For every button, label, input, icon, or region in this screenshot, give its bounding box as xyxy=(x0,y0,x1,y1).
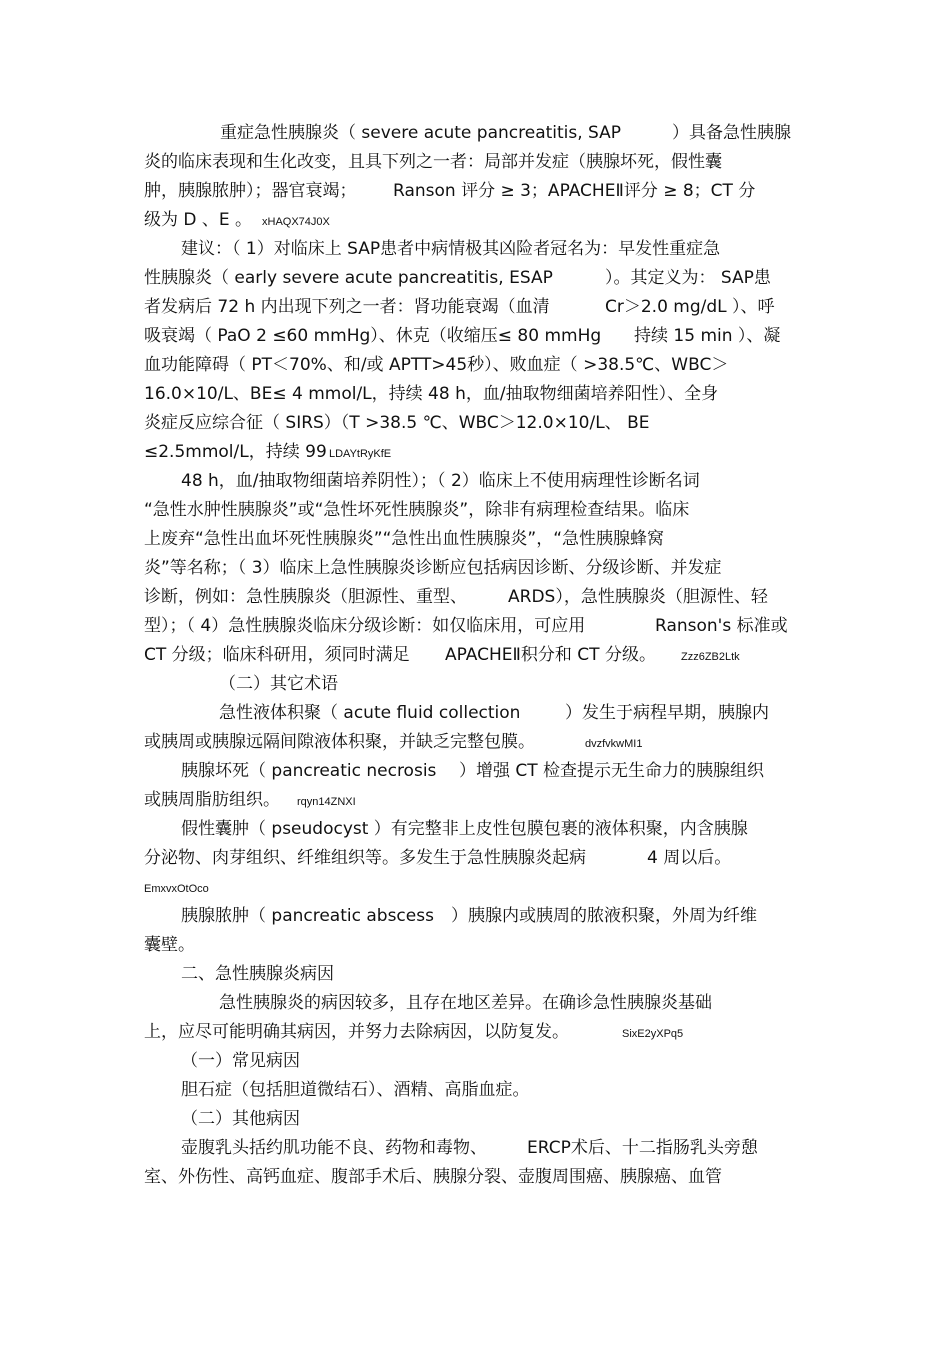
text-segment: （一）常见病因 xyxy=(181,1051,300,1071)
text-line xyxy=(0,729,950,755)
text-line xyxy=(0,1106,950,1132)
text-segment: CT 分级；临床科研用，须同时满足 xyxy=(144,645,410,665)
text-segment: 血功能障碍（ PT＜70%、和/或 APTT>45秒）、败血症（ >38.5℃、WBC＞ xyxy=(144,355,729,375)
text-line xyxy=(0,178,950,204)
text-line xyxy=(0,758,950,784)
text-segment: （二）其他病因 xyxy=(181,1109,300,1129)
text-line xyxy=(0,381,950,407)
text-segment: Ranson's 标准或 xyxy=(655,616,788,636)
text-segment: ERCP术后、十二指肠乳头旁憩 xyxy=(527,1138,758,1158)
text-line xyxy=(0,497,950,523)
text-line xyxy=(0,642,950,668)
text-segment: Ranson 评分 ≥ 3；APACHEⅡ评分 ≥ 8；CT 分 xyxy=(393,181,756,201)
text-line xyxy=(0,555,950,581)
text-line xyxy=(0,990,950,1016)
reference-code: EmxvxOtOco xyxy=(144,883,209,895)
text-segment: 诊断，例如：急性胰腺炎（胆源性、重型、 xyxy=(144,587,467,607)
text-segment: ARDS），急性胰腺炎（胆源性、轻 xyxy=(508,587,768,607)
text-segment: 级为 D 、E 。 xyxy=(144,210,253,230)
text-segment: 壶腹乳头括约肌功能不良、药物和毒物、 xyxy=(181,1138,487,1158)
reference-code: SixE2yXPq5 xyxy=(622,1028,684,1040)
text-line xyxy=(0,932,950,958)
reference-code: xHAQX74J0X xyxy=(262,216,330,228)
text-segment: 型）；（ 4）急性胰腺炎临床分级诊断：如仅临床用，可应用 xyxy=(144,616,586,636)
text-segment: 二、急性胰腺炎病因 xyxy=(181,964,334,984)
text-segment: ）发生于病程早期，胰腺内 xyxy=(565,703,769,723)
text-segment: 持续 15 min ）、凝 xyxy=(634,326,781,346)
text-line xyxy=(0,236,950,262)
text-segment: ）胰腺内或胰周的脓液积聚，外周为纤维 xyxy=(451,906,757,926)
text-line xyxy=(0,207,950,233)
text-segment: 重症急性胰腺炎（ severe acute pancreatitis, SAP xyxy=(220,123,622,143)
text-segment: 炎”等名称；（ 3）临床上急性胰腺炎诊断应包括病因诊断、分级诊断、并发症 xyxy=(144,558,722,578)
text-segment: 48 h，血/抽取物细菌培养阴性）；（ 2）临床上不使用病理性诊断名词 xyxy=(181,471,700,491)
text-segment: （二）其它术语 xyxy=(219,674,338,694)
text-segment: 吸衰竭（ PaO 2 ≤60 mmHg）、休克（收缩压≤ 80 mmHg xyxy=(144,326,602,346)
text-segment: 急性胰腺炎的病因较多，且存在地区差异。在确诊急性胰腺炎基础 xyxy=(219,993,712,1013)
text-segment: 或胰周脂肪组织。 xyxy=(144,790,280,810)
text-line xyxy=(0,265,950,291)
reference-code: LDAYtRyKfE xyxy=(329,448,392,460)
text-segment: ）具备急性胰腺 xyxy=(672,123,791,143)
text-segment: 室、外伤性、高钙血症、腹部手术后、胰腺分裂、壶腹周围癌、胰腺癌、血管 xyxy=(144,1167,722,1187)
text-segment: ）。其定义为： SAP患 xyxy=(605,268,771,288)
text-segment: 上，应尽可能明确其病因，并努力去除病因，以防复发。 xyxy=(144,1022,569,1042)
text-segment: 者发病后 72 h 内出现下列之一者：肾功能衰竭（血清 xyxy=(144,297,550,317)
text-segment: ≤2.5mmol/L，持续 99 xyxy=(144,442,327,462)
text-segment: 分泌物、肉芽组织、纤维组织等。多发生于急性胰腺炎起病 xyxy=(144,848,586,868)
text-line xyxy=(0,294,950,320)
text-line xyxy=(0,903,950,929)
text-segment: 假性囊肿（ pseudocyst ）有完整非上皮性包膜包裹的液体积聚，内含胰腺 xyxy=(181,819,748,839)
text-segment: 胰腺坏死（ pancreatic necrosis xyxy=(181,761,437,781)
text-segment: 上废弃“急性出血坏死性胰腺炎”“急性出血性胰腺炎”，“急性胰腺蜂窝 xyxy=(144,529,665,549)
text-segment: 炎症反应综合征（ SIRS）（T >38.5 ℃、WBC＞12.0×10/L、 BE xyxy=(144,413,650,433)
text-line xyxy=(0,468,950,494)
reference-code: dvzfvkwMI1 xyxy=(585,738,643,750)
text-segment: 或胰周或胰腺远隔间隙液体积聚，并缺乏完整包膜。 xyxy=(144,732,535,752)
reference-code: Zzz6ZB2Ltk xyxy=(681,651,740,663)
text-line xyxy=(0,352,950,378)
text-line xyxy=(0,700,950,726)
text-line xyxy=(0,584,950,610)
text-segment: 囊壁。 xyxy=(144,935,195,955)
text-line xyxy=(0,410,950,436)
text-segment: APACHEⅡ积分和 CT 分级。 xyxy=(445,645,656,665)
text-line xyxy=(0,1019,950,1045)
text-line xyxy=(0,845,950,871)
text-line xyxy=(0,323,950,349)
text-segment: 胆石症（包括胆道微结石）、酒精、高脂血症。 xyxy=(181,1080,530,1100)
text-line xyxy=(0,671,950,697)
text-line xyxy=(0,120,950,146)
text-segment: 建议：（ 1）对临床上 SAP患者中病情极其凶险者冠名为：早发性重症急 xyxy=(181,239,721,259)
text-line xyxy=(0,1048,950,1074)
text-line xyxy=(0,874,950,900)
text-segment: “急性水肿性胰腺炎”或“急性坏死性胰腺炎”，除非有病理检查结果。临床 xyxy=(144,500,690,520)
text-line xyxy=(0,613,950,639)
text-segment: 肿，胰腺脓肿）；器官衰竭； xyxy=(144,181,357,201)
text-segment: 16.0×10/L、BE≤ 4 mmol/L，持续 48 h，血/抽取物细菌培养阳性）、全身 xyxy=(144,384,719,404)
text-segment: 胰腺脓肿（ pancreatic abscess xyxy=(181,906,434,926)
text-line xyxy=(0,1077,950,1103)
text-line xyxy=(0,787,950,813)
text-segment: Cr＞2.0 mg/dL ）、呼 xyxy=(605,297,775,317)
text-segment: 急性液体积聚（ acute fluid collection xyxy=(219,703,521,723)
text-segment: ）增强 CT 检查提示无生命力的胰腺组织 xyxy=(459,761,765,781)
text-segment: 炎的临床表现和生化改变，且具下列之一者：局部并发症（胰腺坏死，假性囊 xyxy=(144,152,722,172)
text-segment: 4 周以后。 xyxy=(647,848,732,868)
text-segment: 性胰腺炎（ early severe acute pancreatitis, ESAP xyxy=(144,268,553,288)
text-line xyxy=(0,1135,950,1161)
text-line xyxy=(0,816,950,842)
text-line xyxy=(0,439,950,465)
text-line xyxy=(0,961,950,987)
text-line xyxy=(0,526,950,552)
text-line xyxy=(0,1164,950,1190)
reference-code: rqyn14ZNXI xyxy=(297,796,356,808)
text-line xyxy=(0,149,950,175)
